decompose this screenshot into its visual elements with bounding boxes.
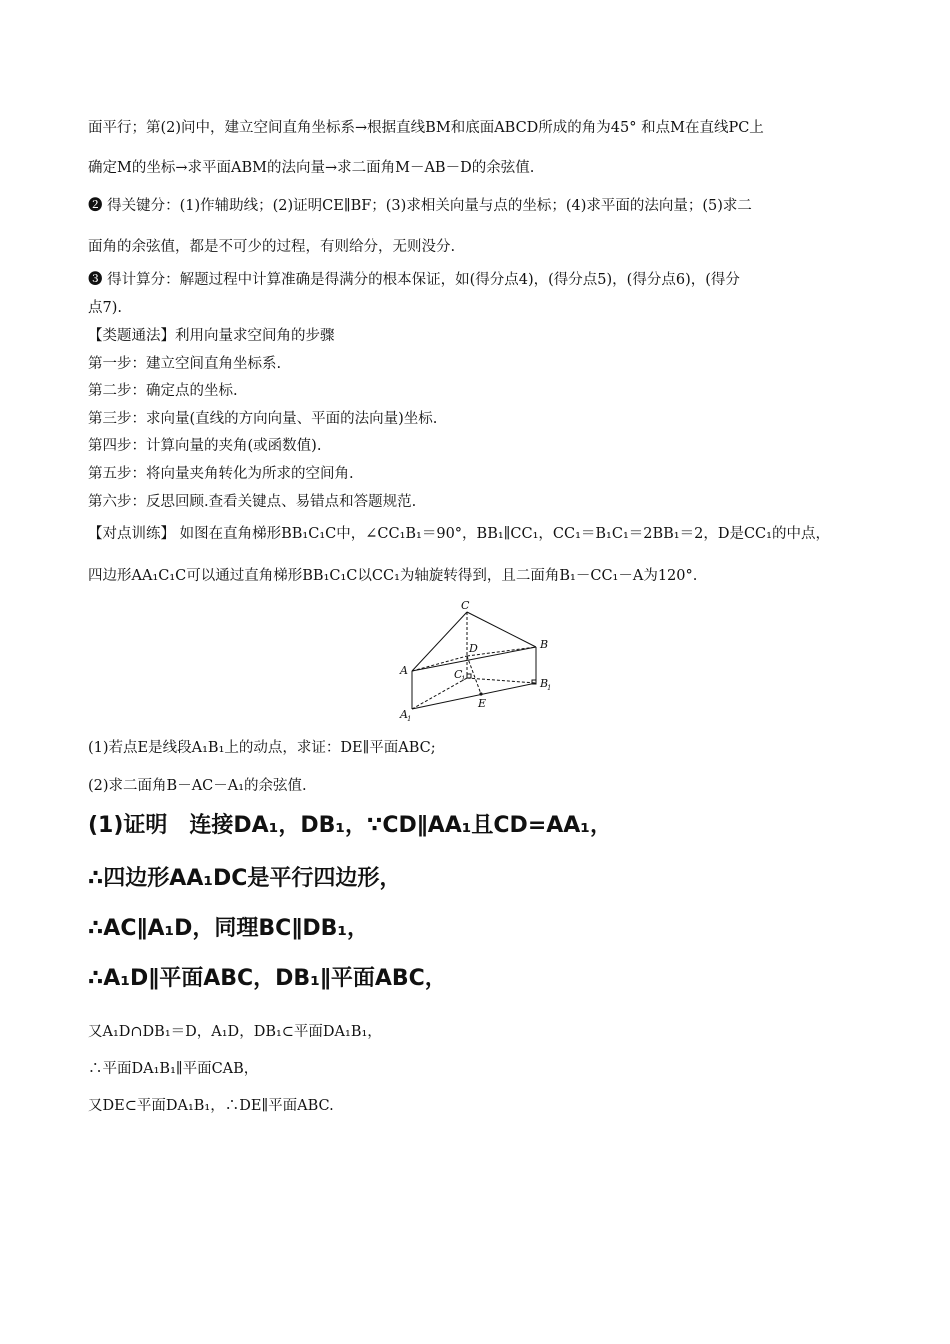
proof-line: (1)证明 连接DA₁，DB₁，∵CD∥AA₁且CD=AA₁， [88, 813, 612, 838]
step-line: 第一步：建立空间直角坐标系. [88, 356, 282, 372]
geometry-figure [395, 598, 560, 724]
problem-line: 【对点训练】 如图在直角梯形BB₁C₁C中，∠CC₁B₁＝90°，BB₁∥CC₁，CC₁＝B₁C₁＝2BB₁＝2，D是CC₁的中点， [88, 526, 830, 542]
proof-text-line: 又DE⊂平面DA₁B₁，∴DE∥平面ABC. [88, 1098, 334, 1114]
label-C: C [461, 599, 470, 612]
step-line: 第五步：将向量夹角转化为所求的空间角. [88, 466, 354, 482]
edge-A1B1 [412, 683, 536, 709]
text-line: 确定M的坐标→求平面ABM的法向量→求二面角M－AB－D的余弦值. [88, 160, 535, 176]
label-D: D [469, 642, 478, 655]
step-line: 第三步：求向量(直线的方向向量、平面的法向量)坐标. [88, 411, 438, 427]
proof-line: ∴A₁D∥平面ABC，DB₁∥平面ABC， [88, 966, 447, 991]
edge-A1C1 [412, 678, 467, 709]
problem-line: 四边形AA₁C₁C可以通过直角梯形BB₁C₁C以CC₁为轴旋转得到，且二面角B₁－CC₁－A为120°. [88, 568, 698, 584]
label-A1: A [400, 708, 408, 721]
point-E [479, 692, 482, 695]
proof-line: ∴四边形AA₁DC是平行四边形， [88, 866, 402, 891]
step-line: 第四步：计算向量的夹角(或函数值). [88, 438, 322, 454]
label-B1: B [540, 677, 549, 690]
question-2: (2)求二面角B－AC－A₁的余弦值. [88, 778, 307, 794]
label-A: A [400, 664, 408, 677]
edge-C1B1 [467, 678, 536, 683]
text-line: ❷ 得关键分：(1)作辅助线；(2)证明CE∥BF；(3)求相关向量与点的坐标；(4)求平面的法向量；(5)求二 [88, 198, 752, 214]
text-line: ❸ 得计算分：解题过程中计算准确是得满分的根本保证，如(得分点4)，(得分点5)，(得分点6)，(得分 [88, 272, 740, 288]
label-C1: C [454, 668, 463, 681]
section-heading: 【类题通法】利用向量求空间角的步骤 [88, 328, 335, 344]
label-B1-sub: 1 [547, 684, 552, 692]
proof-text-line: ∴平面DA₁B₁∥平面CAB， [88, 1061, 259, 1077]
text-line: 面角的余弦值，都是不可少的过程，有则给分，无则没分. [88, 239, 456, 255]
label-C1-sub: 1 [461, 675, 466, 683]
segment-DE [467, 656, 481, 694]
text-line: 面平行；第(2)问中，建立空间直角坐标系→根据直线BM和底面ABCD所成的角为45° 和点M在直线PC上 [88, 120, 764, 136]
label-B: B [540, 638, 549, 651]
proof-text-line: 又A₁D∩DB₁＝D，A₁D，DB₁⊂平面DA₁B₁， [88, 1024, 382, 1040]
label-A1-sub: 1 [407, 715, 412, 723]
step-line: 第二步：确定点的坐标. [88, 383, 238, 399]
text-line: 点7). [88, 300, 122, 316]
step-line: 第六步：反思回顾.查看关键点、易错点和答题规范. [88, 494, 417, 510]
question-1: (1)若点E是线段A₁B₁上的动点，求证：DE∥平面ABC; [88, 740, 436, 756]
label-E: E [478, 697, 487, 710]
proof-line: ∴AC∥A₁D，同理BC∥DB₁， [88, 916, 369, 941]
right-angle-mark [467, 674, 471, 678]
